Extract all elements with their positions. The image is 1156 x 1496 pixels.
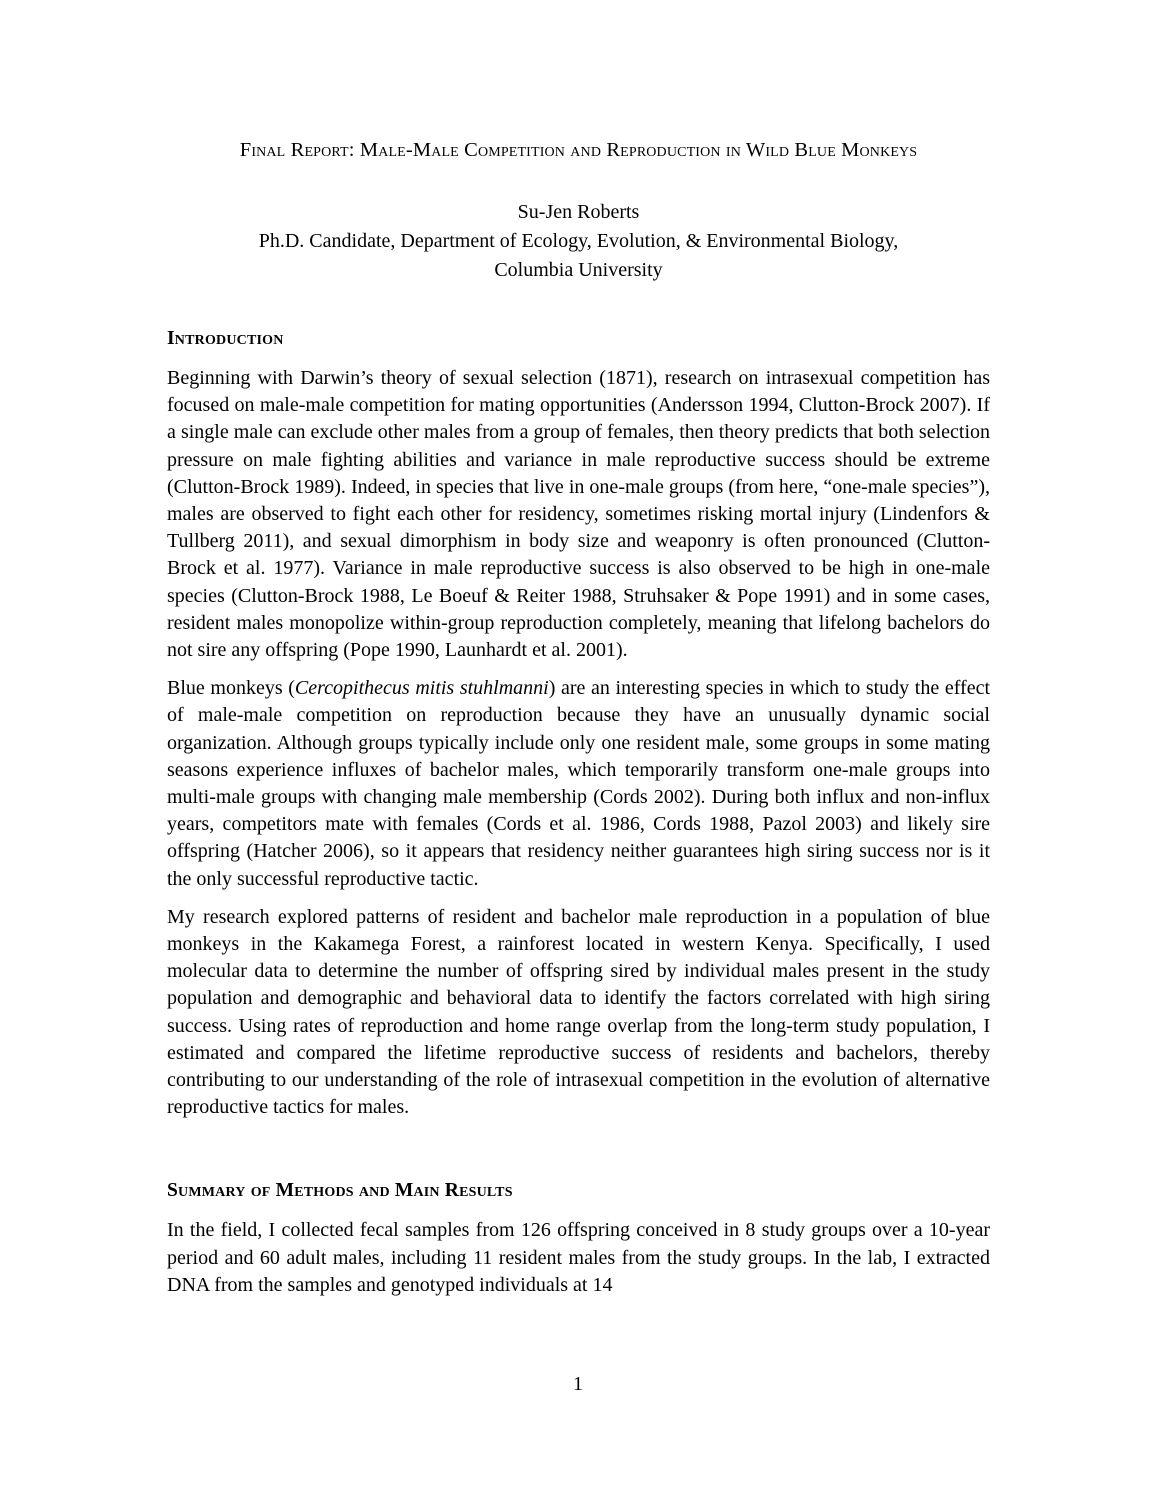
species-scientific-name: Cercopithecus mitis stuhlmanni: [294, 677, 549, 700]
section-heading-introduction: Introduction: [167, 328, 284, 349]
paragraph-intro-2-text-before-italic: Blue monkeys (: [167, 677, 295, 700]
author-block: [167, 198, 990, 285]
author-name: Su-Jen Roberts: [517, 201, 640, 223]
section-heading-summary-of-methods-and-main-results: Summary of Methods and Main Results: [167, 1180, 513, 1202]
paragraph-intro-2: [167, 675, 990, 893]
paragraph-summary-1: In the field, I collected fecal samples from 126 offspring conceived in 8 study groups over a 10-year period and 60 adult males, including 11 resident males from the study groups. In the lab, I extracted DNA from the samples and genotyped individuals at 14: [167, 1219, 990, 1296]
page-number: 1: [573, 1373, 583, 1395]
paragraph-intro-3: My research explored patterns of resident and bachelor male reproduction in a population of blue monkeys in the Kakamega Forest, a rainforest located in western Kenya. Specifically, I used molecular data to determine the number of offspring sired by individual males present in the study population and demographic and behavioral data to identify the factors correlated with high siring success. Using rates of reproduction and home range overlap from the long-term study population, I estimated and compared the lifetime reproductive success of residents and bachelors, thereby contributing to our understanding of the role of intrasexual competition in the evolution of alternative reproductive tactics for males.: [167, 905, 990, 1119]
page-content: [167, 0, 990, 1299]
page-title: Final Report: Male-Male Competition and Reproduction in Wild Blue Monkeys: [239, 139, 918, 161]
paragraph-intro-2-text-after-italic: ) are an interesting species in which to study the effect of male-male competition on reproduction because they have an unusually dynamic social organization. Although groups typically include only one resident male, some groups in some mating seasons experience influxes of bachelor males, which temporarily transform one-male groups into multi-male groups with changing male membership (Cords 2002). During both influx and non-influx years, competitors mate with females (Cords et al. 1986, Cords 1988, Pazol 2003) and likely sire offspring (Hatcher 2006), so it appears that residency neither guarantees high siring success nor is it the only successful reproductive tactic.: [167, 677, 991, 890]
author-affiliation-line-1: Ph.D. Candidate, Department of Ecology, Evolution, & Environmental Biology,: [258, 230, 899, 252]
author-affiliation-line-2: Columbia University: [494, 259, 663, 281]
paragraph-intro-1: Beginning with Darwin’s theory of sexual selection (1871), research on intrasexual competition has focused on male-male competition for mating opportunities (Andersson 1994, Clutton-Brock 2007). If a single male can exclude other males from a group of females, then theory predicts that both selection pressure on male fighting abilities and variance in male reproductive success should be extreme (Clutton-Brock 1989). Indeed, in species that live in one-male groups (from here, “one-male species”), males are observed to fight each other for residency, sometimes risking mortal injury (Lindenfors & Tullberg 2011), and sexual dimorphism in body size and weaponry is often pronounced (Clutton-Brock et al. 1977). Variance in male reproductive success is also observed to be high in one-male species (Clutton-Brock 1988, Le Boeuf & Reiter 1988, Struhsaker & Pope 1991) and in some cases, resident males monopolize within-group reproduction completely, meaning that lifelong bachelors do not sire any offspring (Pope 1990, Launhardt et al. 2001).: [167, 367, 990, 662]
